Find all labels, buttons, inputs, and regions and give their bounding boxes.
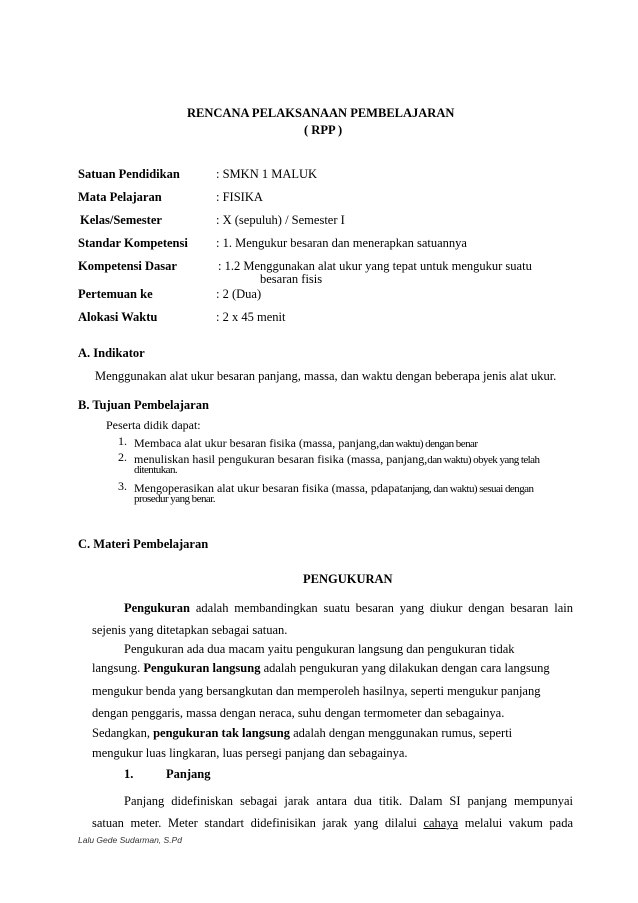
section-a-text: Menggunakan alat ukur besaran panjang, massa, dan waktu dengan beberapa jenis alat ukur. xyxy=(95,369,557,383)
identity-label: Pertemuan ke xyxy=(78,287,153,301)
document-title: RENCANA PELAKSANAAN PEMBELAJARAN xyxy=(187,106,455,120)
list-item: Mengoperasikan alat ukur besaran fisika (massa, pdapatanjang, dan waktu) sesuai dengan xyxy=(134,481,534,495)
paragraph-line: satuan meter. Meter standart didefinisikan jarak yang dilalui cahaya melalui vakum pada xyxy=(92,816,574,830)
paragraph-line: Panjang didefiniskan sebagai jarak antara dua titik. Dalam SI panjang mempunyai xyxy=(124,794,573,808)
identity-value: : 1.2 Menggunakan alat ukur yang tepat untuk mengukur suatu xyxy=(218,259,532,273)
paragraph-line: mengukur luas lingkaran, luas persegi panjang dan sebagainya. xyxy=(92,746,408,760)
document-subtitle: ( RPP ) xyxy=(304,123,343,137)
identity-value: : SMKN 1 MALUK xyxy=(216,167,318,181)
list-item-continuation: prosedur yang benar. xyxy=(134,493,215,505)
list-item-number: 1. xyxy=(118,434,127,448)
identity-label: Alokasi Waktu xyxy=(78,310,158,324)
paragraph-line: mengukur benda yang bersangkutan dan memperoleh hasilnya, seperti mengukur panjang xyxy=(92,684,541,698)
identity-value: : 2 (Dua) xyxy=(216,287,262,301)
identity-value: : 1. Mengukur besaran dan menerapkan satuannya xyxy=(216,236,467,250)
cahaya-link[interactable]: cahaya xyxy=(423,816,459,830)
paragraph-line: dengan penggaris, massa dengan neraca, suhu dengan termometer dan sebagainya. xyxy=(92,706,505,720)
identity-label: Standar Kompetensi xyxy=(78,236,188,250)
subsection-number: 1. xyxy=(124,767,134,781)
paragraph-line: Pengukuran ada dua macam yaitu pengukuran langsung dan pengukuran tidak xyxy=(124,642,515,656)
list-item-number: 2. xyxy=(118,450,127,464)
list-item: Membaca alat ukur besaran fisika (massa, panjang,dan waktu) dengan benar xyxy=(134,436,478,450)
section-c-heading: C. Materi Pembelajaran xyxy=(78,537,209,551)
paragraph-line: Pengukuran adalah membandingkan suatu besaran yang diukur dengan besaran lain xyxy=(124,601,573,615)
identity-value: : 2 x 45 menit xyxy=(216,310,286,324)
identity-value-continuation: besaran fisis xyxy=(260,272,323,286)
footer-author: Lalu Gede Sudarman, S.Pd xyxy=(78,835,182,845)
identity-label: Satuan Pendidikan xyxy=(78,167,180,181)
section-a-heading: A. Indikator xyxy=(78,346,145,360)
section-b-intro: Peserta didik dapat: xyxy=(106,418,201,432)
list-item-continuation: ditentukan. xyxy=(134,464,178,476)
identity-label: Kompetensi Dasar xyxy=(78,259,177,273)
paragraph-line: Sedangkan, pengukuran tak langsung adalah dengan menggunakan rumus, seperti xyxy=(92,726,513,740)
list-item-number: 3. xyxy=(118,479,127,493)
list-item: menuliskan hasil pengukuran besaran fisika (massa, panjang,dan waktu) obyek yang telah xyxy=(134,452,540,466)
identity-label: Kelas/Semester xyxy=(80,213,162,227)
section-b-heading: B. Tujuan Pembelajaran xyxy=(78,398,209,412)
subsection-title: Panjang xyxy=(166,767,211,781)
paragraph-line: sejenis yang ditetapkan sebagai satuan. xyxy=(92,623,288,637)
identity-value: : FISIKA xyxy=(216,190,263,204)
identity-value: : X (sepuluh) / Semester I xyxy=(216,213,345,227)
topic-heading: PENGUKURAN xyxy=(303,572,393,586)
paragraph-line: langsung. Pengukuran langsung adalah pengukuran yang dilakukan dengan cara langsung xyxy=(92,661,550,675)
identity-label: Mata Pelajaran xyxy=(78,190,162,204)
